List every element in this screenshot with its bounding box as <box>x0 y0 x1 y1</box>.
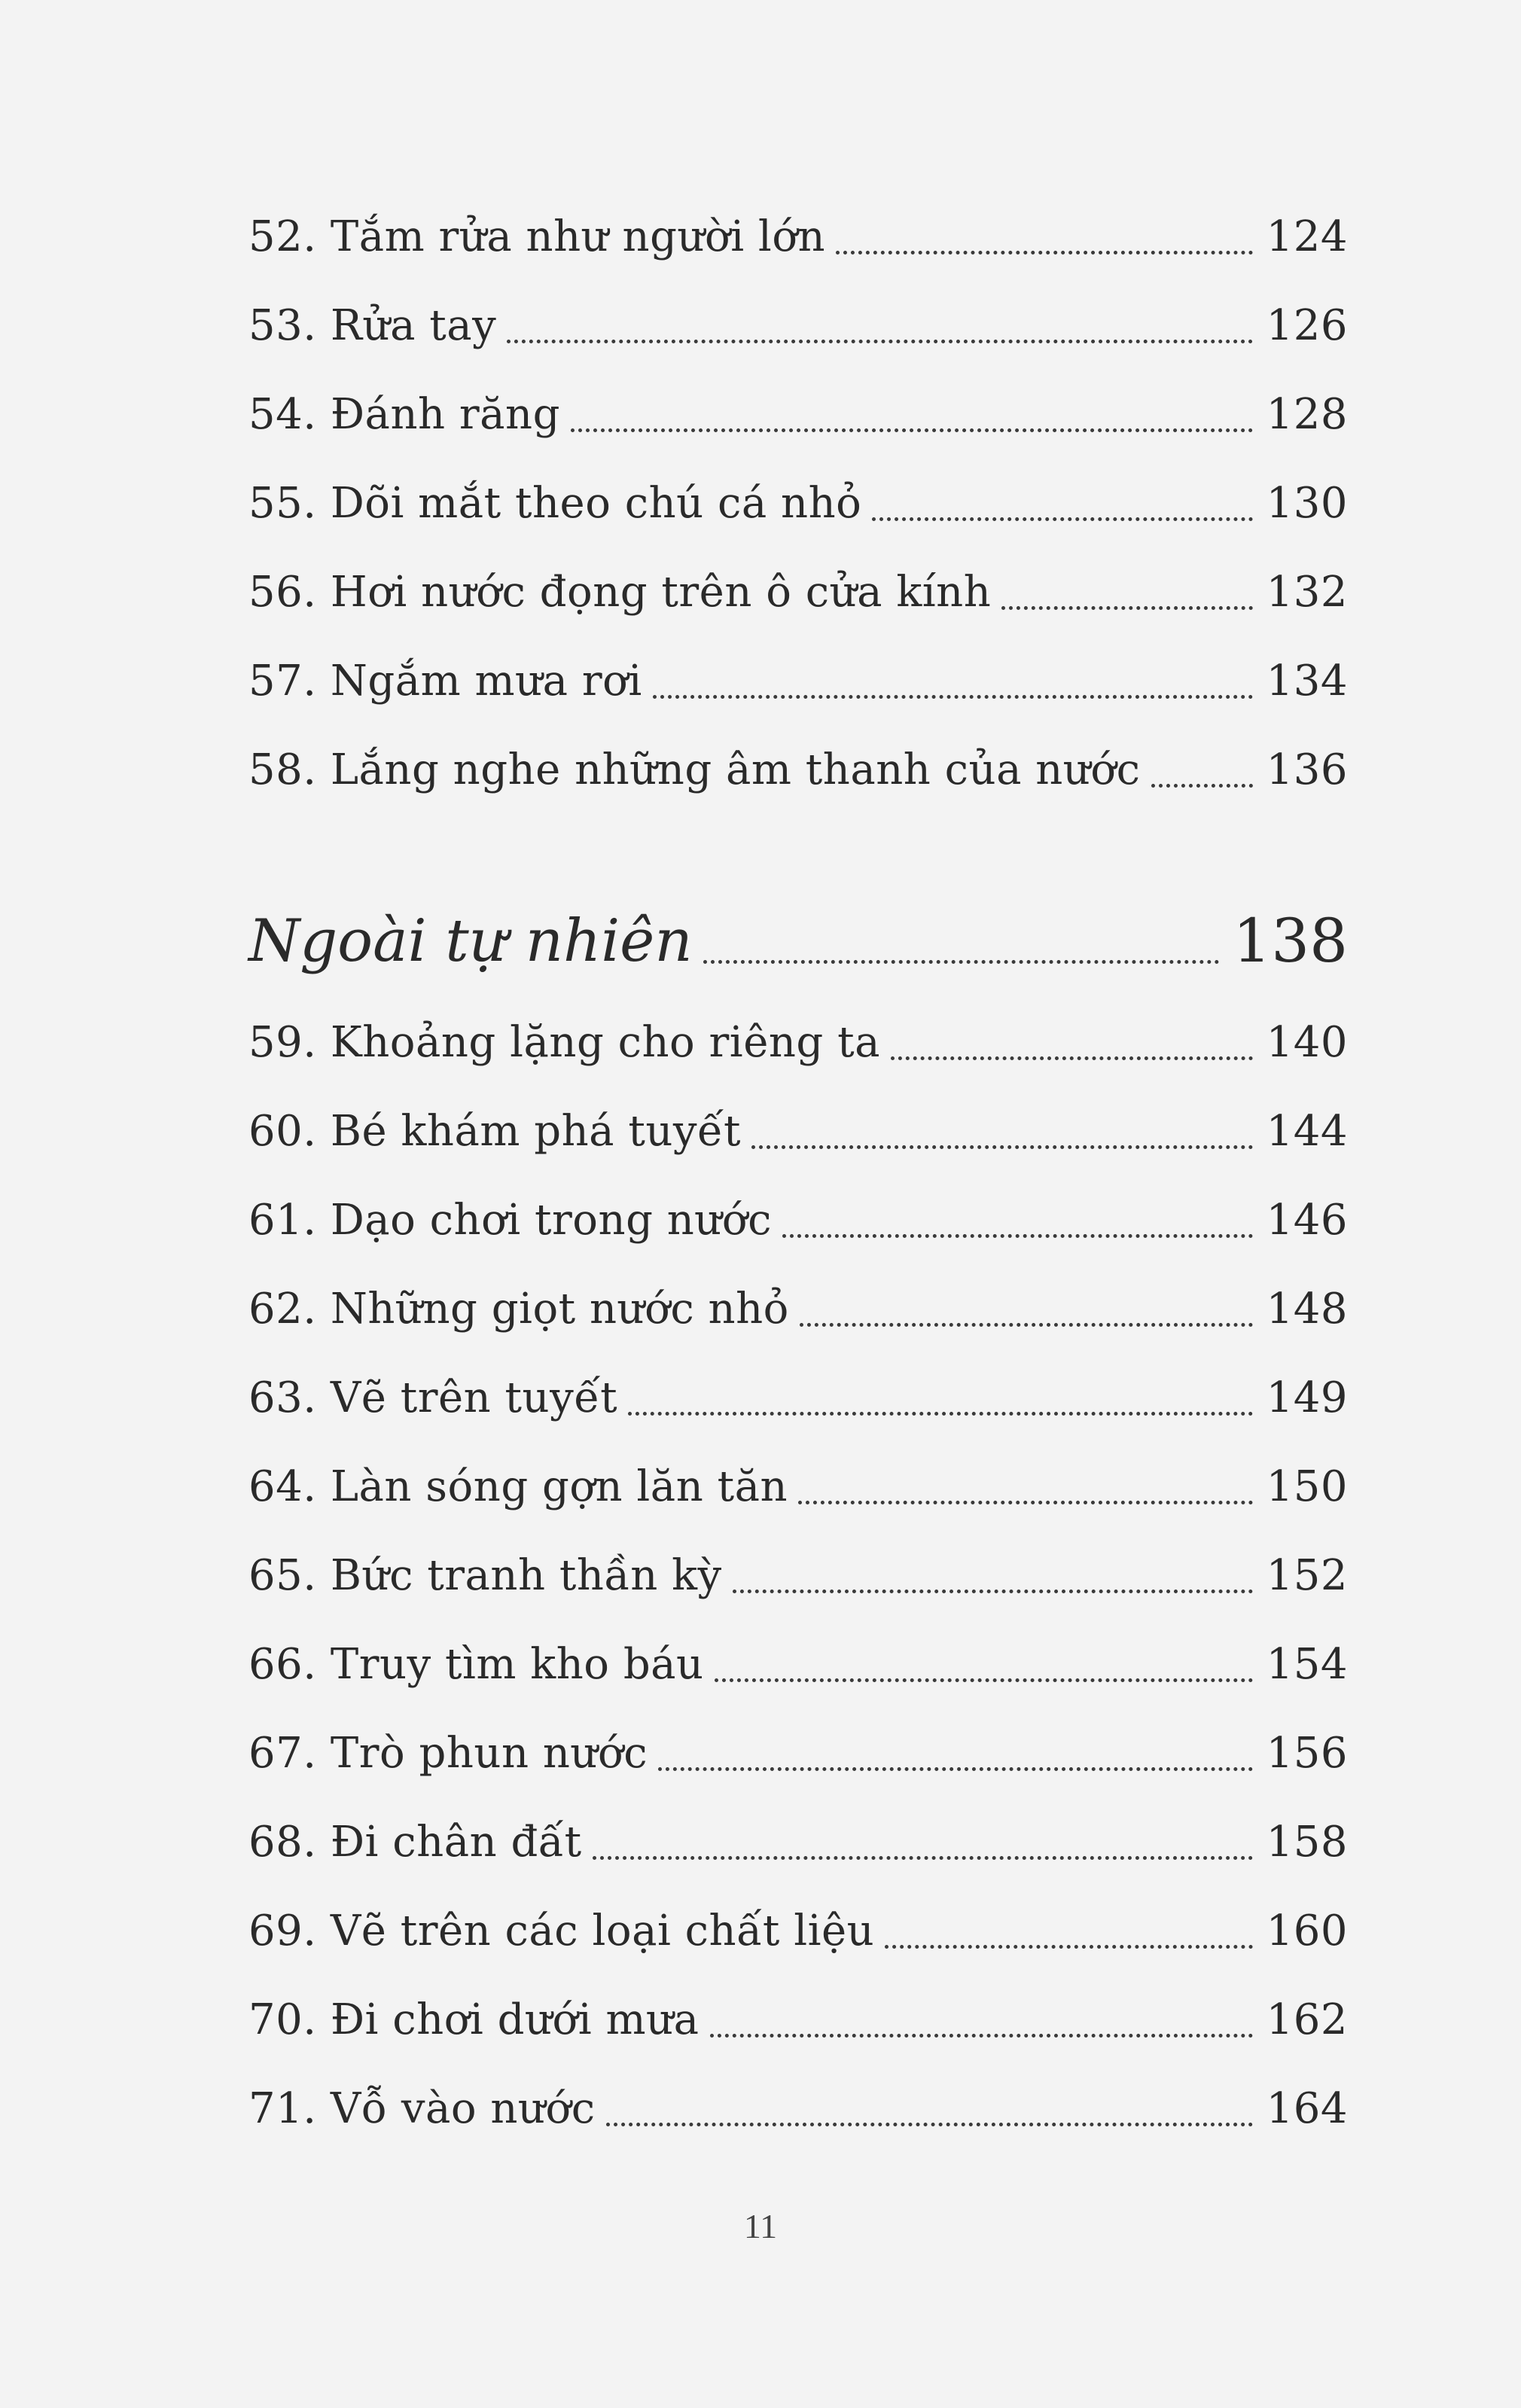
dot-leader <box>606 2122 1253 2126</box>
toc-entry-page: 128 <box>1266 390 1348 439</box>
toc-entry-page: 124 <box>1266 212 1348 261</box>
toc-entry[interactable] <box>248 559 1348 626</box>
toc-entry-label: 61. Dạo chơi trong nước <box>248 1196 772 1245</box>
toc-entry[interactable] <box>248 1542 1348 1610</box>
dot-leader <box>658 1766 1253 1771</box>
toc-entry-label: 54. Đánh răng <box>248 390 560 439</box>
toc-entry[interactable] <box>248 1187 1348 1254</box>
toc-entry-label: 52. Tắm rửa như người lớn <box>248 212 826 261</box>
toc-entry-label: 71. Vỗ vào nước <box>248 2084 596 2133</box>
toc-entry-label: 60. Bé khám phá tuyết <box>248 1107 742 1156</box>
toc-entry-page: 162 <box>1266 1995 1348 2044</box>
toc-entry[interactable] <box>248 736 1348 804</box>
toc-entry-label: 70. Đi chơi dưới mưa <box>248 1995 700 2044</box>
toc-entry[interactable] <box>248 203 1348 271</box>
toc-entry[interactable] <box>248 292 1348 360</box>
toc-entry-page: 148 <box>1266 1285 1348 1334</box>
dot-leader <box>836 250 1252 255</box>
section-page: 138 <box>1233 906 1348 976</box>
dot-leader <box>710 2033 1253 2038</box>
toc-entry-page: 140 <box>1266 1018 1348 1067</box>
section-heading-row[interactable] <box>248 896 1348 986</box>
toc-entry-label: 59. Khoảng lặng cho riêng ta <box>248 1018 880 1067</box>
toc-entry-page: 146 <box>1266 1196 1348 1245</box>
toc-entry[interactable] <box>248 1453 1348 1521</box>
toc-entry-label: 63. Vẽ trên tuyết <box>248 1373 618 1422</box>
toc-entry[interactable] <box>248 1364 1348 1432</box>
toc-entry-label: 67. Trò phun nước <box>248 1729 648 1778</box>
toc-entry-page: 144 <box>1266 1107 1348 1156</box>
toc-entry-page: 136 <box>1266 745 1348 794</box>
toc-entry-page: 130 <box>1266 479 1348 528</box>
dot-leader <box>872 517 1252 521</box>
dot-leader <box>885 1944 1252 1949</box>
toc-entry[interactable] <box>248 470 1348 538</box>
toc-entry[interactable] <box>248 1809 1348 1876</box>
toc-entry[interactable] <box>248 1631 1348 1699</box>
toc-entry-page: 132 <box>1266 568 1348 617</box>
toc-entry-label: 57. Ngắm mưa rơi <box>248 657 642 706</box>
toc-entry-label: 68. Đi chân đất <box>248 1818 582 1867</box>
dot-leader <box>628 1411 1252 1416</box>
toc-entry-label: 65. Bức tranh thần kỳ <box>248 1551 722 1600</box>
toc-entry-label: 58. Lắng nghe những âm thanh của nước <box>248 745 1141 794</box>
toc-entry[interactable] <box>248 1720 1348 1788</box>
toc-entry-label: 62. Những giọt nước nhỏ <box>248 1285 789 1334</box>
dot-leader <box>715 1678 1253 1682</box>
toc-entry-page: 164 <box>1266 2084 1348 2133</box>
toc-entry-label: 64. Làn sóng gợn lăn tăn <box>248 1462 788 1511</box>
dot-leader <box>782 1233 1253 1238</box>
toc-entry[interactable] <box>248 1986 1348 2054</box>
section-title: Ngoài tự nhiên <box>248 907 693 975</box>
toc-entry[interactable] <box>248 1098 1348 1166</box>
toc-entry-page: 154 <box>1266 1640 1348 1689</box>
dot-leader <box>800 1322 1253 1327</box>
toc-entry-page: 149 <box>1266 1373 1348 1422</box>
toc-entry-page: 152 <box>1266 1551 1348 1600</box>
dot-leader <box>653 694 1253 699</box>
dot-leader <box>751 1145 1253 1149</box>
toc-entry[interactable] <box>248 648 1348 715</box>
dot-leader <box>507 339 1252 343</box>
toc-entry-page: 150 <box>1266 1462 1348 1511</box>
toc-entry-page: 160 <box>1266 1907 1348 1955</box>
dot-leader <box>1001 605 1252 610</box>
toc-entry-page: 158 <box>1266 1818 1348 1867</box>
dot-leader <box>891 1056 1253 1060</box>
dot-leader <box>593 1855 1253 1860</box>
toc-entry-label: 66. Truy tìm kho báu <box>248 1640 704 1689</box>
toc-entry-page: 134 <box>1266 657 1348 706</box>
dot-leader <box>1151 783 1253 788</box>
page-number: 11 <box>743 2207 778 2245</box>
toc-entry-label: 69. Vẽ trên các loại chất liệu <box>248 1907 875 1955</box>
toc-entry-page: 126 <box>1266 301 1348 350</box>
dot-leader <box>571 428 1253 432</box>
toc-entry-label: 53. Rửa tay <box>248 301 497 350</box>
dot-leader <box>733 1589 1253 1593</box>
dot-leader <box>798 1500 1253 1504</box>
toc-entry-label: 56. Hơi nước đọng trên ô cửa kính <box>248 568 992 617</box>
toc-entry[interactable] <box>248 1897 1348 1965</box>
toc-entry-label: 55. Dõi mắt theo chú cá nhỏ <box>248 479 862 528</box>
toc-entry[interactable] <box>248 1276 1348 1343</box>
toc-entry[interactable] <box>248 381 1348 449</box>
toc-entry-page: 156 <box>1266 1729 1348 1778</box>
toc-entry[interactable] <box>248 1009 1348 1077</box>
toc-entry[interactable] <box>248 2075 1348 2143</box>
dot-leader <box>703 959 1220 964</box>
